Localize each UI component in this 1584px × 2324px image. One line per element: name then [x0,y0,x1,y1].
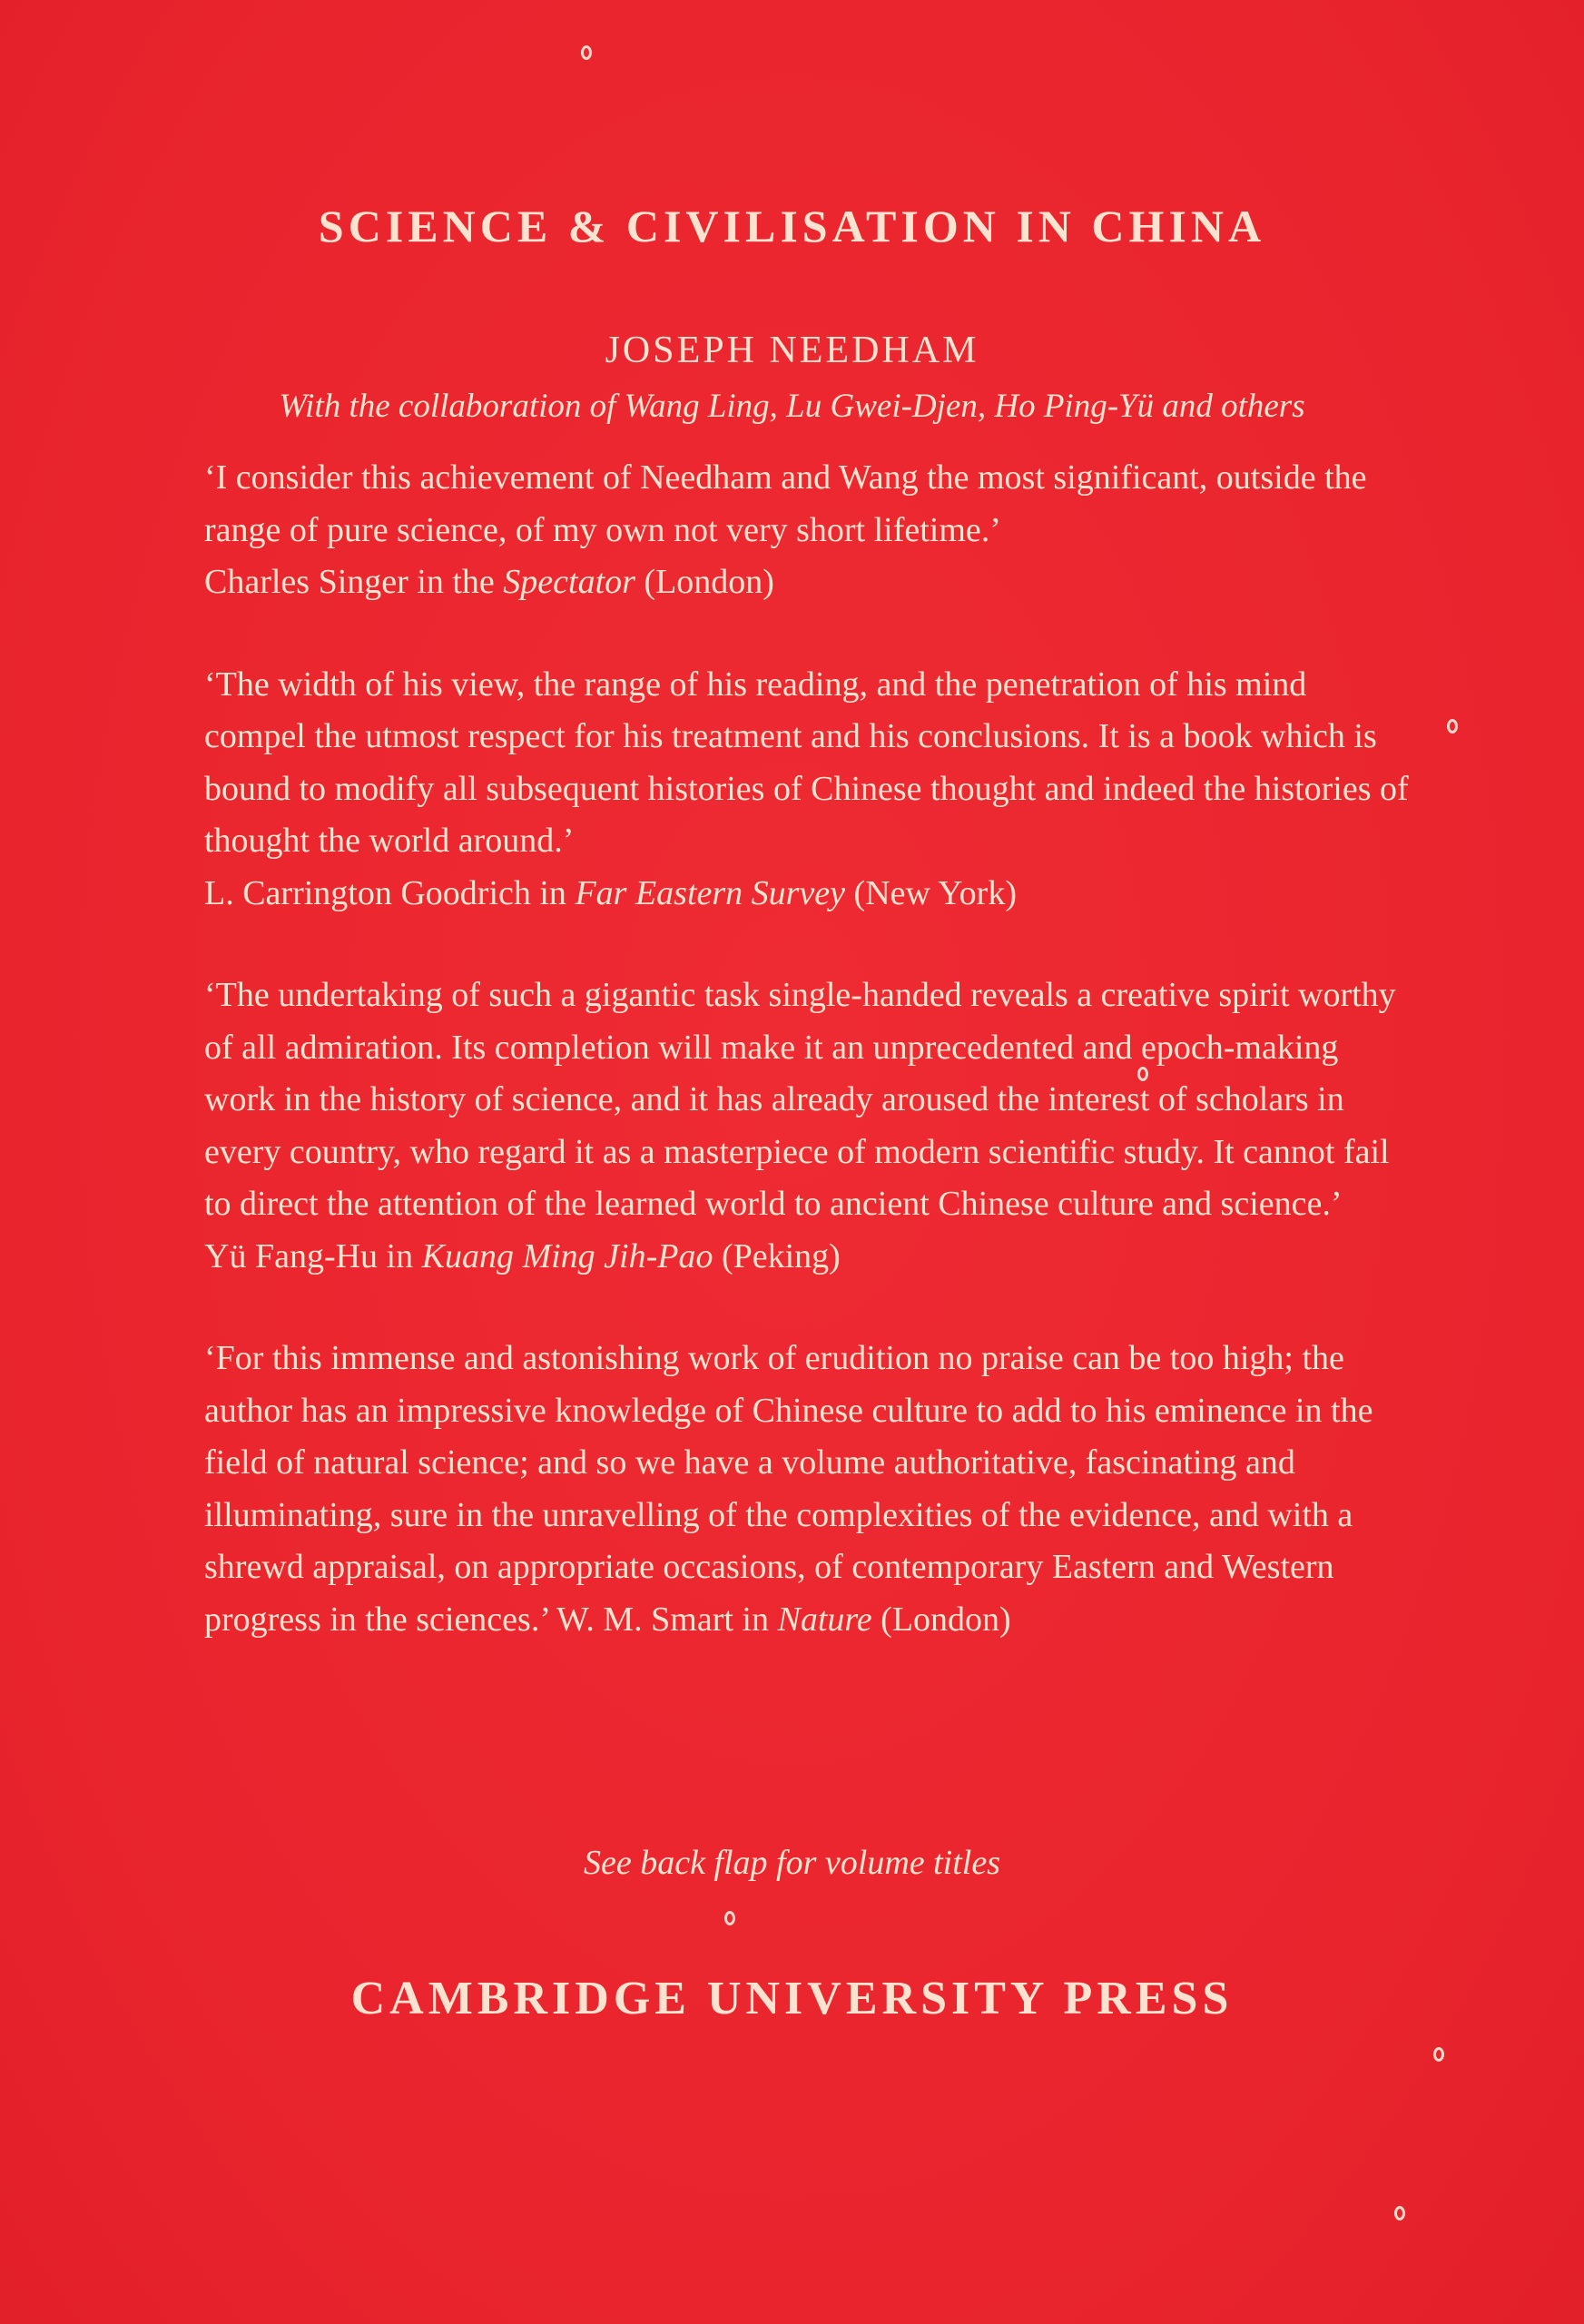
print-speck [1433,2047,1444,2062]
print-speck [581,45,592,60]
see-back-flap-note: See back flap for volume titles [583,1844,1001,1882]
quote-attribution [204,1237,841,1275]
quote-text: ‘The undertaking of such a gigantic task single-handed reveals a creative spirit worthy of all admiration. Its completion will make it an unprecedented and epoch-making work in the history of science, and it has already aroused the interest of scholars in every country, who regard it as a masterpiece of modern scientific study. It cannot fail to direct the attention of the learned world to ancient Chinese culture and science.’ [204,976,1396,1223]
quote-text: ‘I consider this achievement of Needham and Wang the most significant, outside the range of pure science, of my own not very short lifetime.’ [204,458,1367,549]
quote-attribution [204,874,1017,912]
attribution-reviewer: Yü Fang-Hu in [204,1236,422,1275]
attribution-place: (New York) [845,873,1017,912]
attribution-publication: Spectator [503,563,635,601]
review-quotes [204,452,1412,1696]
collaboration-line: With the collaboration of Wang Ling, Lu Gwei-Djen, Ho Ping-Yü and others [279,388,1305,425]
review-quote-1 [204,452,1412,609]
attribution-place: (London) [871,1600,1011,1639]
attribution-publication: Far Eastern Survey [575,873,846,912]
publisher-name: CAMBRIDGE UNIVERSITY PRESS [350,1973,1234,2024]
print-speck [1447,719,1458,734]
book-title: SCIENCE & CIVILISATION IN CHINA [318,201,1266,251]
quote-text: ‘The width of his view, the range of his reading, and the penetration of his mind compel the utmost respect for his treatment and his conclusions. It is a book which is bound to modify all subsequent histories of Chinese thought and indeed the histories of thought the world around.’ [204,665,1409,860]
attribution-publication: Nature [777,1600,872,1639]
print-speck [1394,2206,1405,2221]
quote-attribution [548,1600,1011,1639]
quote-attribution [204,563,774,601]
attribution-place: (Peking) [713,1236,841,1275]
print-speck [1137,1067,1148,1081]
print-speck [724,1911,735,1925]
attribution-reviewer: W. M. Smart in [548,1600,778,1639]
review-quote-2 [204,659,1412,921]
review-quote-3 [204,970,1412,1283]
attribution-place: (London) [635,563,774,601]
quote-text: ‘For this immense and astonishing work of erudition no praise can be too high; the author has an impressive knowledge of Chinese culture to add to his eminence in the field of natural science; and so we have a volume authoritative, fascinating and illuminating, sure in the unravelling of the complexities of the evidence, and with a shrewd appraisal, on appropriate occasions, of contemporary Eastern and Western progress in the sciences.’ [204,1339,1373,1639]
attribution-reviewer: Charles Singer in the [204,563,504,601]
author-name: JOSEPH NEEDHAM [605,330,979,371]
review-quote-4 [204,1333,1412,1646]
attribution-publication: Kuang Ming Jih-Pao [421,1236,713,1275]
attribution-reviewer: L. Carrington Goodrich in [204,873,576,912]
